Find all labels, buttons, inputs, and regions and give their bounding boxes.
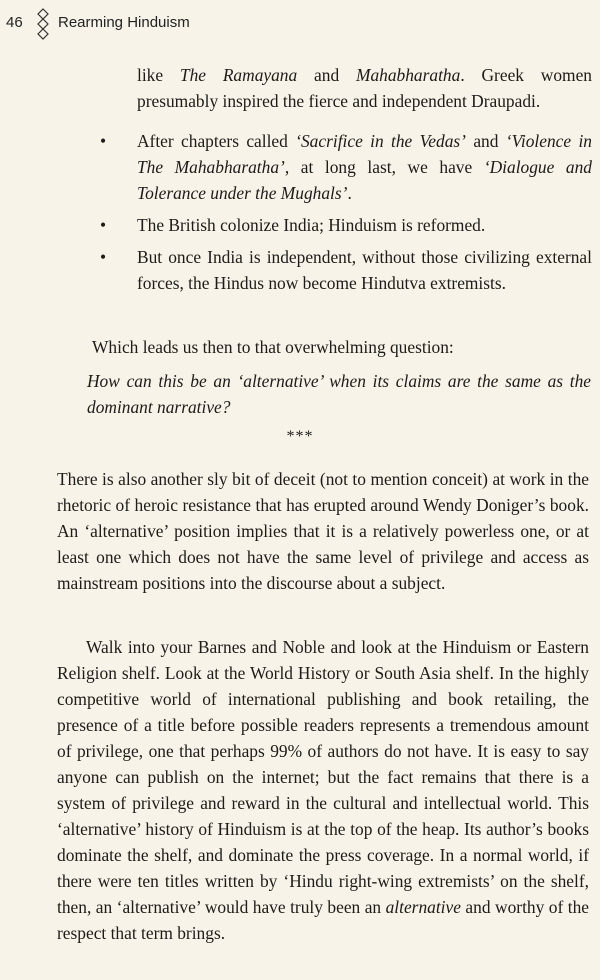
section-separator: *** <box>286 428 314 445</box>
list-item: • After chapters called ‘Sacrifice in the Vedas’ and ‘Violence in The Mahabharatha’, at long last, we have ‘Dialogue and Tolerance under the Mughals’. <box>92 128 592 206</box>
bullet-icon: • <box>100 247 107 267</box>
running-head: Rearming Hinduism <box>58 14 190 31</box>
overwhelming-question: How can this be an ‘alternative’ when its claims are the same as the dominant narrative? <box>87 371 591 417</box>
list-item: • The British colonize India; Hinduism is reformed. <box>92 212 592 238</box>
bullet-list <box>92 128 592 302</box>
paragraph-barnes-and-noble: Walk into your Barnes and Noble and look at the Hinduism or Eastern Religion shelf. Look at the World History or South Asia shelf. In the highly competitive world of international publishing and book retailing, the presence of a title before possible readers represents a tremendous amount of privilege, one that perhaps 99% of authors do not have. It is easy to say anyone can publish on the internet; but the fact remains that there is a system of privilege and reward in the cultural and intellectual world. This ‘alternative’ history of Hinduism is at the top of the heap. Its author’s books dominate the shelf, and dominate the press coverage. In a normal world, if there were ten titles written by ‘Hindu right-wing extremists’ on the shelf, then, an ‘alternative’ would have truly been an alternative and worthy of the respect that term brings. <box>57 637 589 943</box>
bullet-icon: • <box>100 131 107 151</box>
page-header <box>0 8 600 42</box>
page-number: 46 <box>6 14 23 31</box>
diamond-ornament-icon <box>36 8 50 40</box>
paragraph-deceit: There is also another sly bit of deceit (not to mention conceit) at work in the rhetoric of heroic resistance that has erupted around Wendy Doniger’s book. An ‘alternative’ position implies that it is a relatively powerless one, or at least one which does not have the same level of privilege and access as mainstream positions into the discourse about a subject. <box>57 469 589 593</box>
continuation-text: like The Ramayana and Mahabharatha. Greek women presumably inspired the fierce and independent Draupadi. <box>137 65 592 111</box>
question-intro: Which leads us then to that overwhelming question: <box>92 337 454 357</box>
list-item: • But once India is independent, without those civilizing external forces, the Hindus now become Hindutva extremists. <box>92 244 592 296</box>
bullet-icon: • <box>100 215 107 235</box>
